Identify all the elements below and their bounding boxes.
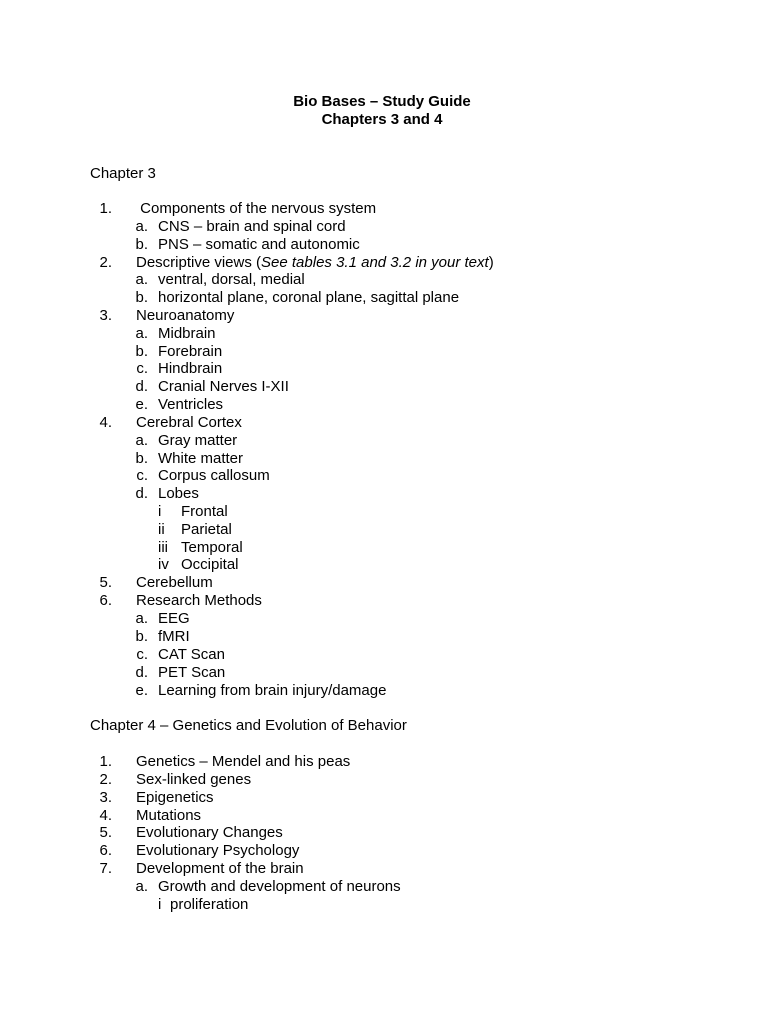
document-title: Bio Bases – Study Guide (293, 93, 471, 110)
chapter3-heading: Chapter 3 (90, 165, 156, 182)
document-page: Bio Bases – Study Guide Chapters 3 and 4 Chapter 3 1. Components of the nervous system a. CNS – brain and spinal cord b. PNS – somatic and autonomic 2. Descriptive views (See tables 3.1 and 3.2 in your text) a. ventral, dorsal, medial b. horizontal plane, coronal plane, sagittal plane 3. Neuroanatomy a. Midbrain b. Forebrain c. Hindbrain d. Cranial Nerves I-XII e. Ventricles 4. Cerebral Cortex a. Gray matter b. White matter c. Corpus callosum d. Lobes i Frontal ii Parietal iii Temporal iv Occipital 5. Cerebellum 6. Research Methods a. EEG b. fMRI c. CAT Scan d. PET Scan e. Learning from brain injury/damage Chapter 4 – Genetics and Evolution of Behavior 1. Genetics – Mendel and his peas 2. Sex-linked genes 3. Epigenetics 4. Mutations 5. Evolutionary Changes 6. Evolutionary Psychology 7. Development of the brain a. Growth and development of neurons i proliferation (0, 0, 768, 1024)
document-subtitle: Chapters 3 and 4 (321, 111, 443, 128)
chapter4-heading: Chapter 4 – Genetics and Evolution of Behavior (90, 717, 407, 734)
